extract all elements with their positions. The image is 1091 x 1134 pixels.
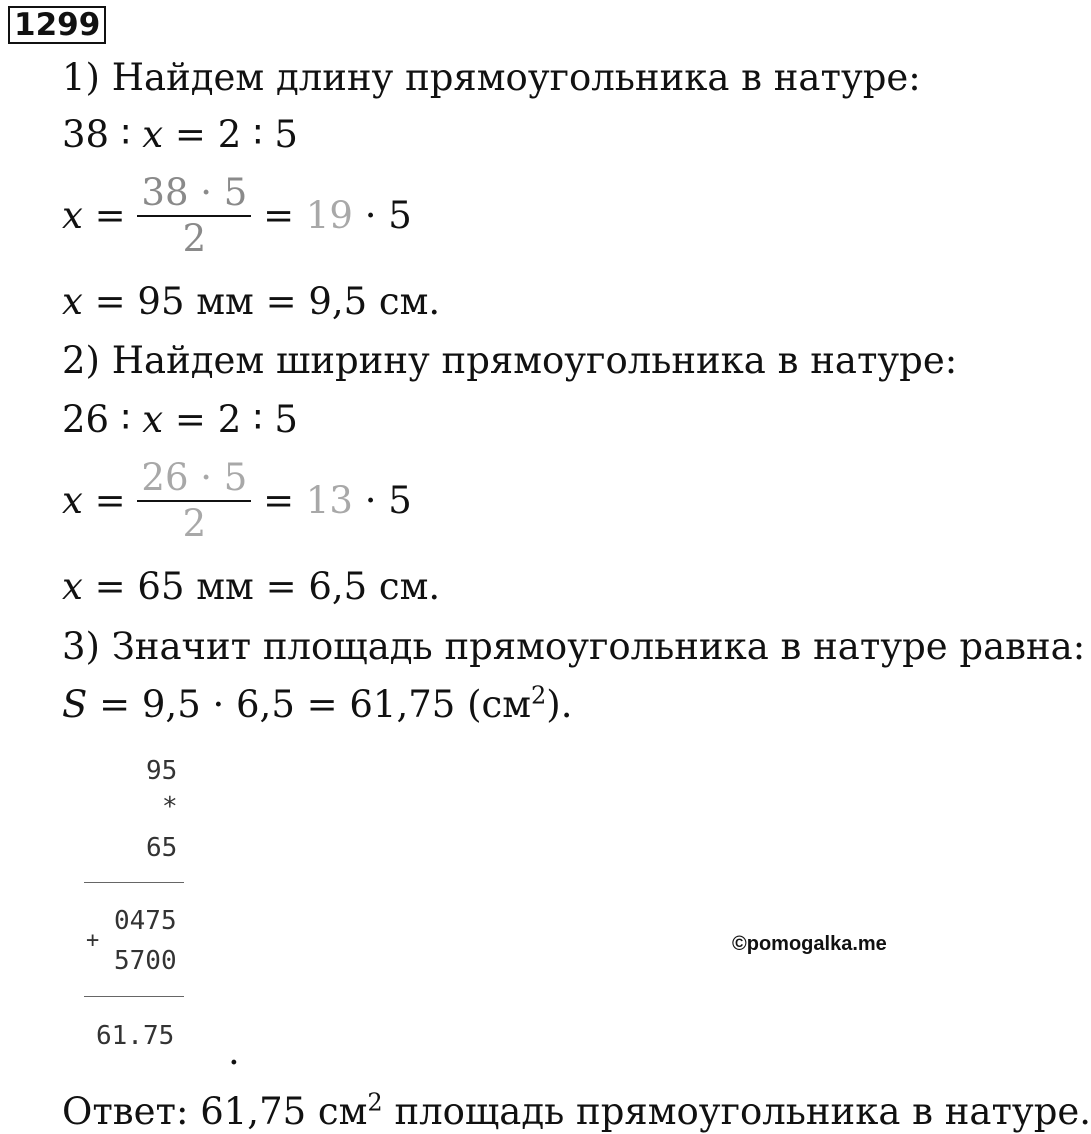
step1-fraction: $\frac{38 \cdot 5}{2}$ [137,171,251,261]
mult-result: 61.75 [96,1021,175,1051]
step3-heading: 3) Значит площадь прямоугольника в натуре равна: [62,625,1086,668]
step2-proportion: 26 ∶ x = 2 ∶ 5 [62,398,298,441]
step1-result: x = 95 мм = 9,5 см. [62,280,441,323]
mult-partial-1: 0475 [114,906,177,936]
mult-rule-2 [84,996,184,997]
mult-rule-1 [84,882,184,883]
mult-operand-b: 65 [146,833,178,863]
watermark: ©pomogalka.me [732,933,887,955]
step2-fraction-line: x = $\frac{26 \cdot 5}{2}$ = 13 · 5 [62,456,412,545]
answer-line: Ответ: 61,75 $см^2$ площадь прямоугольника в натуре. [62,1088,1091,1133]
step2-heading: 2) Найдем ширину прямоугольника в натуре: [62,339,958,382]
step1-proportion: 38 ∶ x = 2 ∶ 5 [62,113,298,156]
mult-partial-2: 5700 [114,946,177,976]
step1-fraction-line: x = $\frac{38 \cdot 5}{2}$ = 19 · 5 [62,171,412,260]
step2-result: x = 65 мм = 6,5 см. [62,565,441,608]
step2-fraction: $\frac{26 \cdot 5}{2}$ [137,456,251,546]
step1-heading: 1) Найдем длину прямоугольника в натуре: [62,56,921,99]
step3-formula: S = 9,5 · 6,5 = 61,75 $(см^2)$. [62,681,573,726]
mult-operator: * [162,792,178,822]
mult-end-dot: . [228,1030,240,1073]
mult-plus: + [86,928,100,953]
problem-number: 1299 [8,6,106,44]
mult-operand-a: 95 [146,756,178,786]
